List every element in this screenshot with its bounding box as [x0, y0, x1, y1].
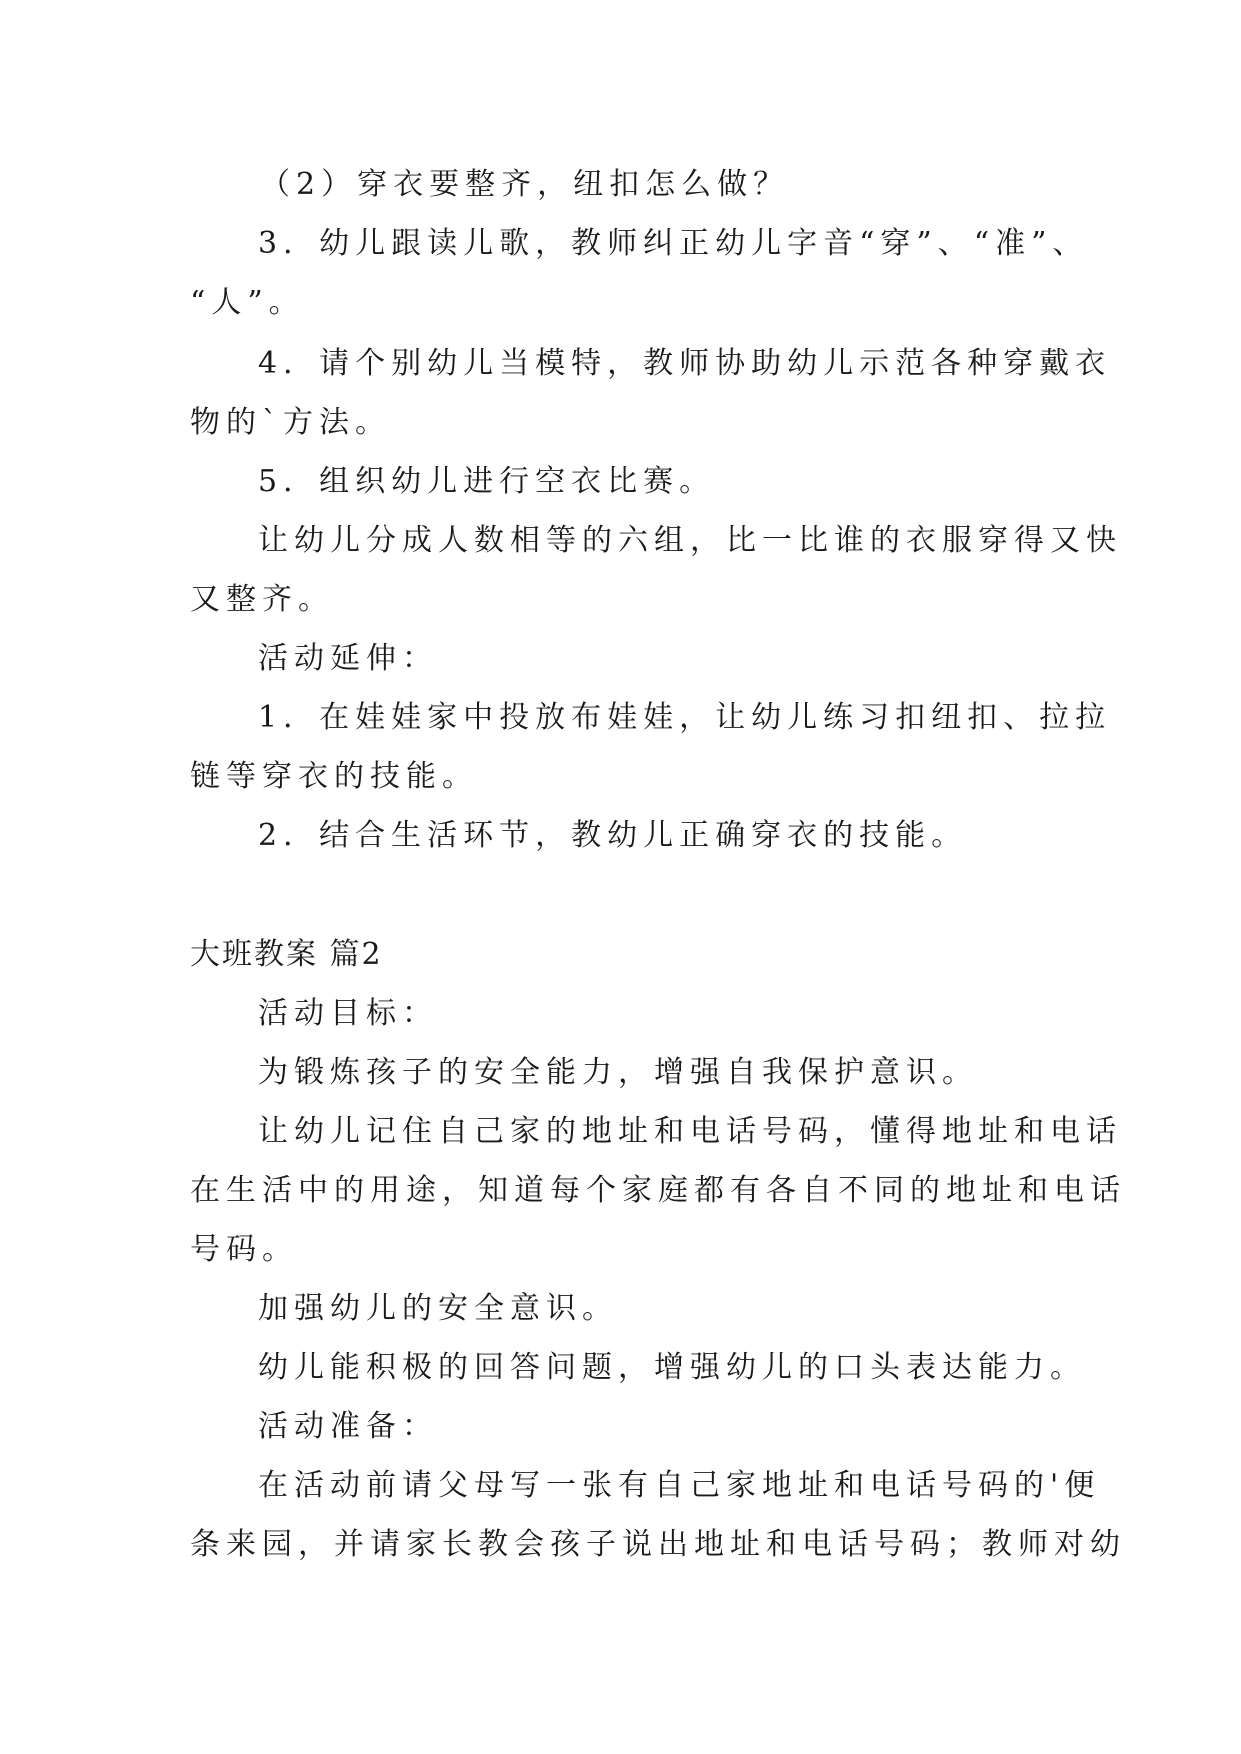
paragraph-line: 物的`方法。 [190, 405, 391, 440]
paragraph-line: 4．请个别幼儿当模特，教师协助幼儿示范各种穿戴衣 [258, 346, 1112, 381]
section-heading: 大班教案 篇2 [190, 937, 383, 972]
paragraph-line: 在生活中的用途，知道每个家庭都有各自不同的地址和电话 [190, 1173, 1126, 1208]
paragraph-line: 号码。 [190, 1232, 298, 1267]
paragraph-line: 为锻炼孩子的安全能力，增强自我保护意识。 [258, 1055, 978, 1090]
paragraph-line: 加强幼儿的安全意识。 [258, 1291, 618, 1326]
paragraph-line: （2）穿衣要整齐，纽扣怎么做？ [260, 167, 790, 202]
paragraph-line: 链等穿衣的技能。 [190, 759, 478, 794]
paragraph-line: 2．结合生活环节，教幼儿正确穿衣的技能。 [258, 818, 968, 853]
paragraph-line: 幼儿能积极的回答问题，增强幼儿的口头表达能力。 [258, 1350, 1086, 1385]
paragraph-line: 3．幼儿跟读儿歌，教师纠正幼儿字音“穿”、“准”、 [258, 226, 1089, 261]
paragraph-line: “人”。 [190, 285, 305, 320]
paragraph-line: 让幼儿记住自己家的地址和电话号码，懂得地址和电话 [258, 1114, 1122, 1149]
paragraph-line: 让幼儿分成人数相等的六组，比一比谁的衣服穿得又快 [258, 523, 1122, 558]
section-label: 活动延伸： [258, 641, 438, 676]
section-label: 活动目标： [258, 996, 438, 1031]
section-label: 活动准备： [258, 1409, 438, 1444]
paragraph-line: 又整齐。 [190, 582, 334, 617]
paragraph-line: 条来园，并请家长教会孩子说出地址和电话号码；教师对幼 [190, 1527, 1126, 1562]
paragraph-line: 在活动前请父母写一张有自己家地址和电话号码的'便 [258, 1468, 1101, 1503]
paragraph-line: 5．组织幼儿进行空衣比赛。 [258, 464, 716, 499]
paragraph-line: 1．在娃娃家中投放布娃娃，让幼儿练习扣纽扣、拉拉 [258, 700, 1112, 735]
